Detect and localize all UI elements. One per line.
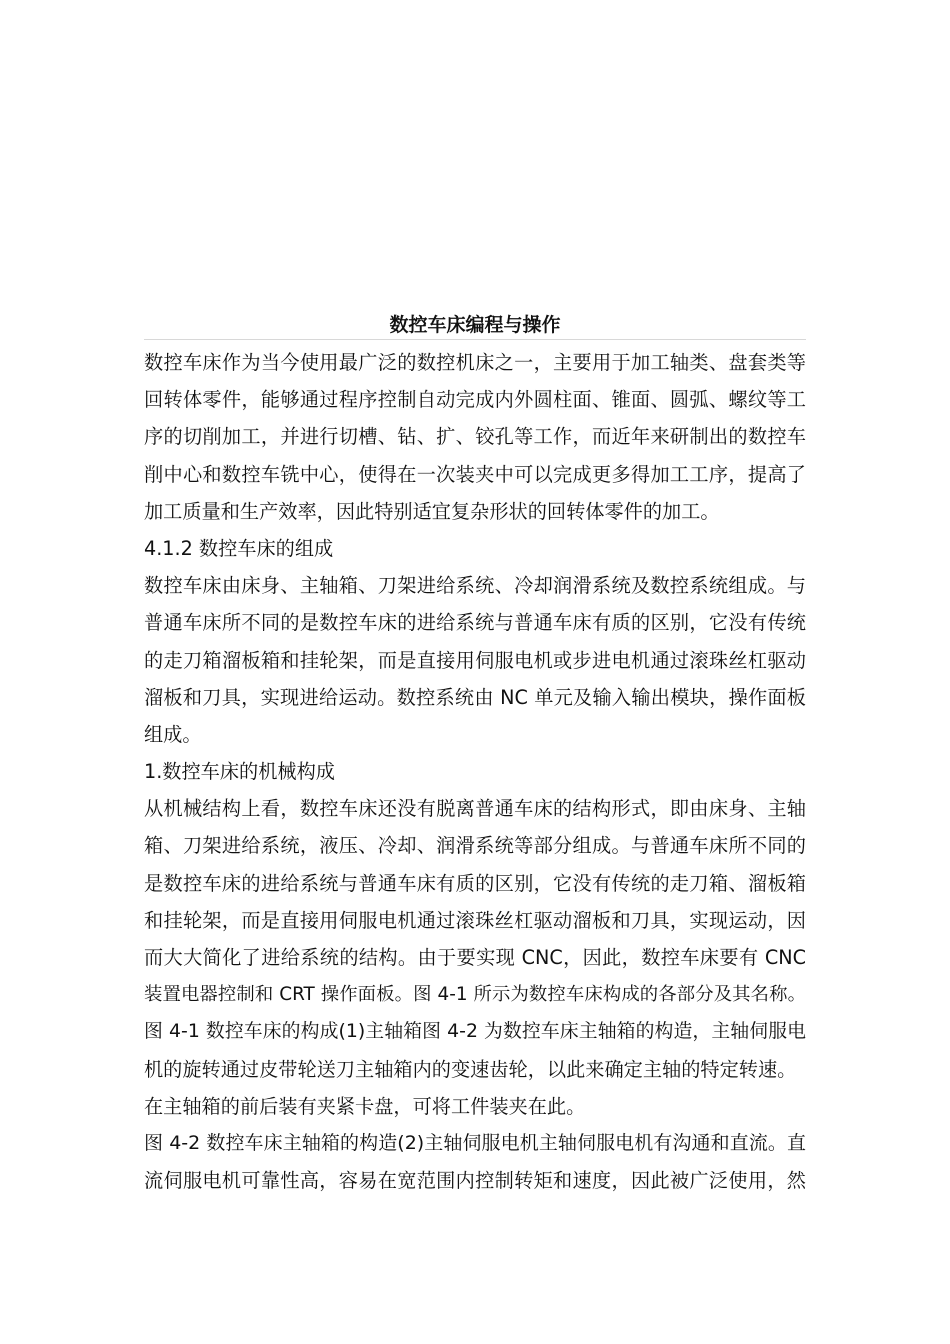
body-line: 箱、刀架进给系统，液压、冷却、润滑系统等部分组成。与普通车床所不同的 <box>144 834 806 858</box>
body-line: 的走刀箱溜板箱和挂轮架，而是直接用伺服电机或步进电机通过滚珠丝杠驱动 <box>144 648 806 672</box>
body-line: 削中心和数控车铣中心，使得在一次装夹中可以完成更多得加工工序，提高了 <box>144 462 806 486</box>
body-line: 机的旋转通过皮带轮送刀主轴箱内的变速齿轮，以此来确定主轴的特定转速。 <box>144 1057 797 1081</box>
body-line: 序的切削加工，并进行切槽、钻、扩、铰孔等工作，而近年来研制出的数控车 <box>144 425 806 449</box>
body-line: 图 4-1 数控车床的构成(1)主轴箱图 4-2 为数控车床主轴箱的构造，主轴伺服电 <box>144 1021 806 1043</box>
body-line: 数控车床作为当今使用最广泛的数控机床之一，主要用于加工轴类、盘套类等 <box>144 351 806 374</box>
document-body <box>144 344 806 1199</box>
document-title: 数控车床编程与操作 <box>389 314 561 336</box>
body-line: 组成。 <box>144 722 202 746</box>
body-line: 是数控车床的进给系统与普通车床有质的区别，它没有传统的走刀箱、溜板箱 <box>144 871 806 895</box>
body-line: 普通车床所不同的是数控车床的进给系统与普通车床有质的区别，它没有传统 <box>144 611 806 635</box>
body-line: 4.1.2 数控车床的组成 <box>144 536 334 560</box>
title-underline <box>144 339 806 340</box>
body-line: 和挂轮架，而是直接用伺服电机通过滚珠丝杠驱动溜板和刀具，实现运动，因 <box>144 908 806 932</box>
body-line: 从机械结构上看，数控车床还没有脱离普通车床的结构形式，即由床身、主轴 <box>144 797 806 821</box>
body-line: 数控车床由床身、主轴箱、刀架进给系统、冷却润滑系统及数控系统组成。与 <box>144 574 806 598</box>
body-line: 1.数控车床的机械构成 <box>144 760 335 784</box>
body-line: 而大大简化了进给系统的结构。由于要实现 CNC，因此，数控车床要有 CNC <box>144 946 806 969</box>
body-line: 图 4-2 数控车床主轴箱的构造(2)主轴伺服电机主轴伺服电机有沟通和直流。直 <box>144 1131 806 1154</box>
body-line: 加工质量和生产效率，因此特别适宜复杂形状的回转体零件的加工。 <box>144 499 720 523</box>
body-line: 溜板和刀具，实现进给运动。数控系统由 NC 单元及输入输出模块，操作面板 <box>144 685 806 709</box>
body-line: 在主轴箱的前后装有夹紧卡盘，可将工件装夹在此。 <box>144 1094 586 1118</box>
body-line: 装置电器控制和 CRT 操作面板。图 4-1 所示为数控车床构成的各部分及其名称。 <box>144 984 806 1006</box>
body-line: 流伺服电机可靠性高，容易在宽范围内控制转矩和速度，因此被广泛使用，然 <box>144 1169 806 1193</box>
body-line: 回转体零件，能够通过程序控制自动完成内外圆柱面、锥面、圆弧、螺纹等工 <box>144 388 806 412</box>
